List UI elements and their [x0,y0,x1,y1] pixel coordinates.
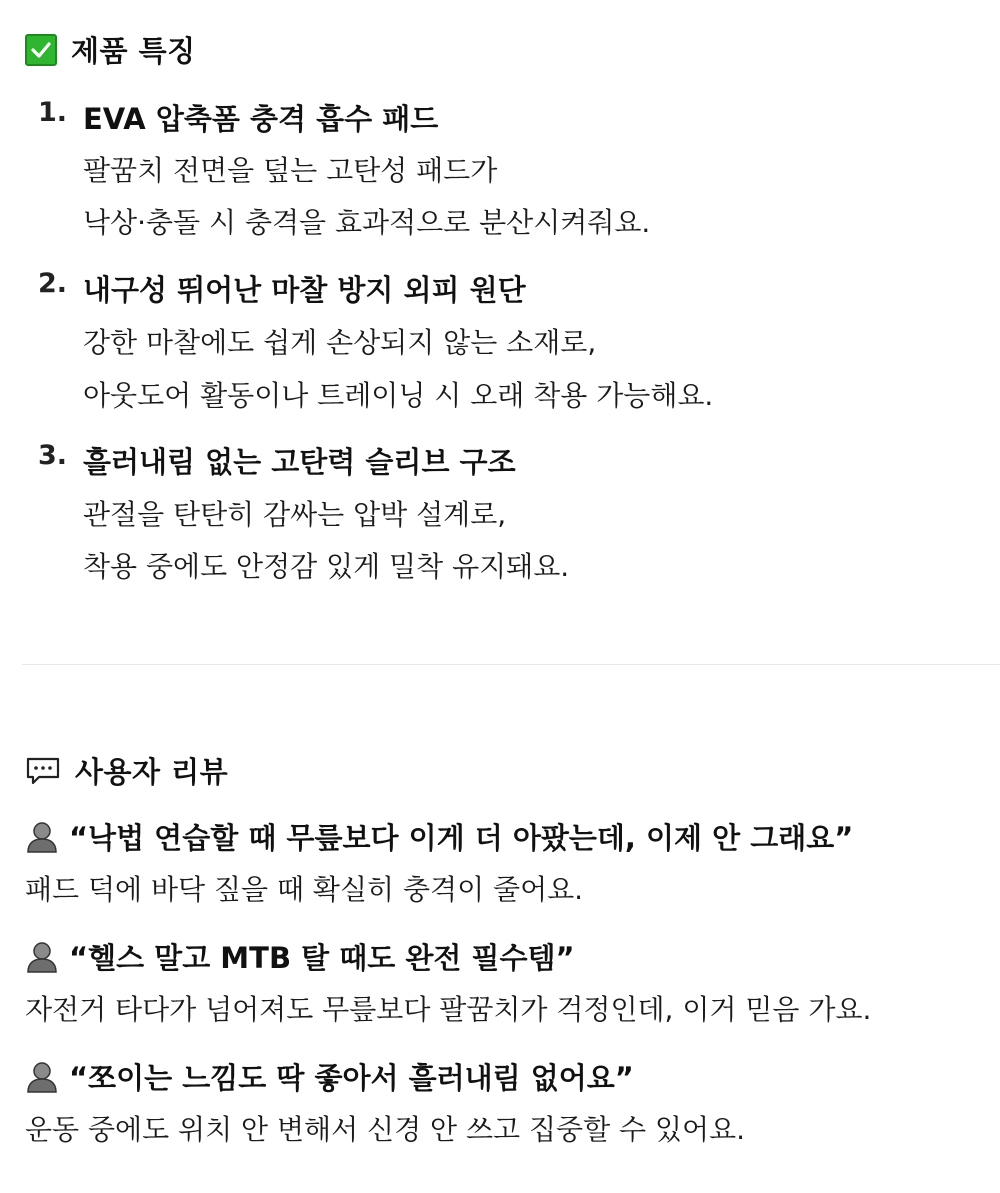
review-quote-text: “낙법 연습할 때 무릎보다 이게 더 아팠는데, 이제 안 그래요” [69,821,854,855]
feature-title: 흘러내림 없는 고탄력 슬리브 구조 [83,445,516,479]
feature-number: 3. [38,440,68,471]
feature-number: 2. [38,268,68,299]
feature-description-line: 강한 마찰에도 쉽게 손상되지 않는 소재로, [83,326,597,359]
features-heading-label: 제품 특징 [71,34,196,68]
review-body: 운동 중에도 위치 안 변해서 신경 안 쓰고 집중할 수 있어요. [25,1113,746,1146]
person-icon [25,1060,59,1094]
feature-number: 1. [38,97,68,128]
review-quote [25,816,853,857]
speech-bubble-icon [25,756,61,786]
review-body: 자전거 타다가 넘어져도 무릎보다 팔꿈치가 걱정인데, 이거 믿음 가요. [25,993,872,1026]
features-heading [25,29,196,70]
feature-description-line: 낙상·충돌 시 충격을 효과적으로 분산시켜줘요. [83,206,651,239]
reviews-heading [25,750,228,791]
reviews-heading-label: 사용자 리뷰 [75,755,229,789]
check-mark-icon [25,34,57,66]
review-quote [25,936,575,977]
review-quote [25,1056,634,1097]
feature-description-line: 착용 중에도 안정감 있게 밀착 유지돼요. [83,550,570,583]
feature-description-line: 팔꿈치 전면을 덮는 고탄성 패드가 [83,154,498,187]
person-icon [25,820,59,854]
person-icon [25,940,59,974]
review-body: 패드 덕에 바닥 짚을 때 확실히 충격이 줄어요. [25,873,584,906]
feature-title: 내구성 뛰어난 마찰 방지 외피 원단 [83,273,526,307]
review-quote-text: “쪼이는 느낌도 딱 좋아서 흘러내림 없어요” [69,1061,634,1095]
review-quote-text: “헬스 말고 MTB 탈 때도 완전 필수템” [69,941,575,975]
section-divider [22,664,1000,665]
feature-description-line: 아웃도어 활동이나 트레이닝 시 오래 착용 가능해요. [83,379,714,412]
feature-description-line: 관절을 탄탄히 감싸는 압박 설계로, [83,498,507,531]
feature-title: EVA 압축폼 충격 흡수 패드 [83,102,439,136]
